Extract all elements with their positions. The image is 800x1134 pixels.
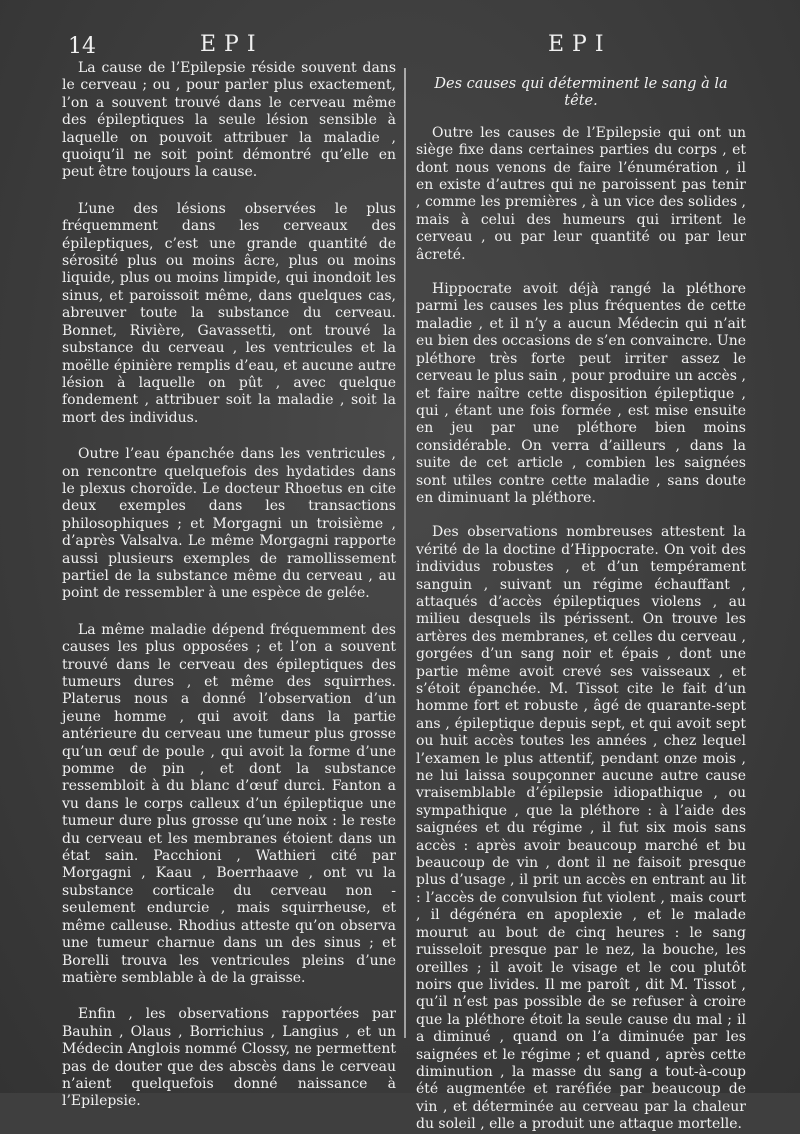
paragraph: L’une des lésions observées le plus fréquemment dans les cerveaux des épileptiques, c’est une grande quantité de sérosité plus ou moins âcre, plus ou moins liquide, plus ou moins limpide, qui inondoit les sinus, et paroissoit même, dans quelques cas, abreuver toute la substance du cerveau. Bonnet, Rivière, Gavassetti, ont trouvé la substance du cerveau , les ventricules et la moëlle épinière remplis d’eau, et aucune autre lésion à laquelle on pût , avec quelque fondement , attribuer soit la maladie , soit la mort des individus. [62, 200, 396, 426]
right-column [416, 60, 746, 1134]
page-header [0, 30, 800, 60]
running-head-left: EPI [200, 32, 264, 57]
page-number: 14 [68, 34, 96, 59]
running-head-right: EPI [548, 32, 612, 57]
paragraph: Hippocrate avoit déjà rangé la pléthore parmi les causes les plus fréquentes de cette maladie , et il n’y a aucun Médecin qui n’ait eu bien des occasions de s’en convaincre. Une pléthore très forte peut irriter assez le cerveau le plus sain , pour produire un accès , et faire naître cette disposition épileptique , qui , étant une fois formée , est mise ensuite en jeu par une pléthore bien moins considérable. On verra d’ailleurs , dans la suite de cet article , combien les saignées sont utiles contre cette maladie , sans doute en diminuant la pléthore. [416, 281, 746, 506]
paragraph: Outre l’eau épanchée dans les ventricules , on rencontre quelquefois des hydatides dans le plexus choroïde. Le docteur Rhoetus en cite deux exemples dans les transactions philosophiques ; et Morgagni un troisième , d’après Valsalva. Le même Morgagni rapporte aussi plusieurs exemples de ramollissement partiel de la substance même du cerveau , au point de ressembler à une espèce de gelée. [62, 446, 396, 602]
section-title: Des causes qui déterminent le sang à la tête. [434, 76, 728, 110]
paragraph: Des observations nombreuses attestent la vérité de la doctine d’Hippocrate. On voit des individus robustes , et d’un tempérament sanguin , suivant un régime échauffant , attaqués d’accès épileptiques violens , au milieu desquels ils périssent. On trouve les artères des membranes, et celles du cerveau , gorgées d’un sang noir et épais , dont une partie même avoit crevé ses vaisseaux , et s’étoit épanchée. M. Tissot cite le fait d’un homme fort et robuste , âgé de quarante-sept ans , épileptique depuis sept, et qui avoit sept ou huit accès toutes les années , chez lequel l’examen le plus attentif, pendant onze mois , ne lui laissa soupçonner aucune autre cause vraisemblable d’épilepsie idiopathique , ou sympathique , que la pléthore : à l’aide des saignées et du régime , il fut six mois sans accès : après avoir beaucoup marché et bu beaucoup de vin , dont il ne faisoit presque plus d’usage , il prit un accès en entrant au lit : l’accès de convulsion fut violent , mais court , il dégénéra en apoplexie , et le malade mourut au bout de cinq heures : le sang ruisseloit presque par le nez, la bouche, les oreilles ; il avoit le visage et le cou plutôt noirs que livides. Il me paroît , dit M. Tissot , qu’il n’est pas possible de se refuser à croire que la pléthore étoit la seule cause du mal ; il a diminué , quand on l’a diminuée par les saignées et le régime ; et quand , après cette diminution , la masse du sang a tout-à-coup été augmentée et raréfiée par beaucoup de vin , et déterminée au cerveau par la chaleur du soleil , elle a produit une attaque mortelle. [416, 524, 746, 1133]
paragraph: La cause de l’Epilepsie réside souvent dans le cerveau ; ou , pour parler plus exactement, l’on a souvent trouvé dans le cerveau même des épileptiques la seule lésion sensible à laquelle on pouvoit attribuer la maladie , quoiqu’il ne soit point démontré qu’elle en peut être toujours la cause. [62, 60, 396, 181]
paragraph: Outre les causes de l’Epilepsie qui ont un siège fixe dans certaines parties du corps , et dont nous venons de faire l’énumération , il en existe d’autres qui ne paroissent pas tenir , comme les premières , à un vice des solides , mais à celui des humeurs qui irritent le cerveau , ou par leur quantité ou par leur âcreté. [416, 124, 746, 263]
left-column [62, 60, 396, 1111]
column-divider [404, 68, 406, 1038]
paragraph: La même maladie dépend fréquemment des causes les plus opposées ; et l’on a souvent trouvé dans le cerveau des épileptiques des tumeurs dures , et même des squirrhes. Platerus nous a donné l’observation d’un jeune homme , qui avoit dans la partie antérieure du cerveau une tumeur plus grosse qu’un œuf de poule , qui avoit la forme d’une pomme de pin , et dont la substance ressembloit à du blanc d’œuf durci. Fanton a vu dans le corps calleux d’un épileptique une tumeur dure plus grosse qu’une noix : le reste du cerveau et les membranes étoient dans un état sain. Pacchioni , Wathieri cité par Morgagni , Kaau , Boerrhaave , ont vu la substance corticale du cerveau non - seulement endurcie , mais squirrheuse, et même calleuse. Rhodius atteste qu’on observa une tumeur charnue dans un des sinus ; et Borelli trouva les ventricules pleins d’une matière semblable à de la graisse. [62, 621, 396, 986]
paragraph: Enfin , les observations rapportées par Bauhin , Olaus , Borrichius , Langius , et un Médecin Anglois nommé Clossy, ne permettent pas de douter que des abscès dans le cerveau n’aient quelquefois donné naissance à l’Epilepsie. [62, 1006, 396, 1110]
